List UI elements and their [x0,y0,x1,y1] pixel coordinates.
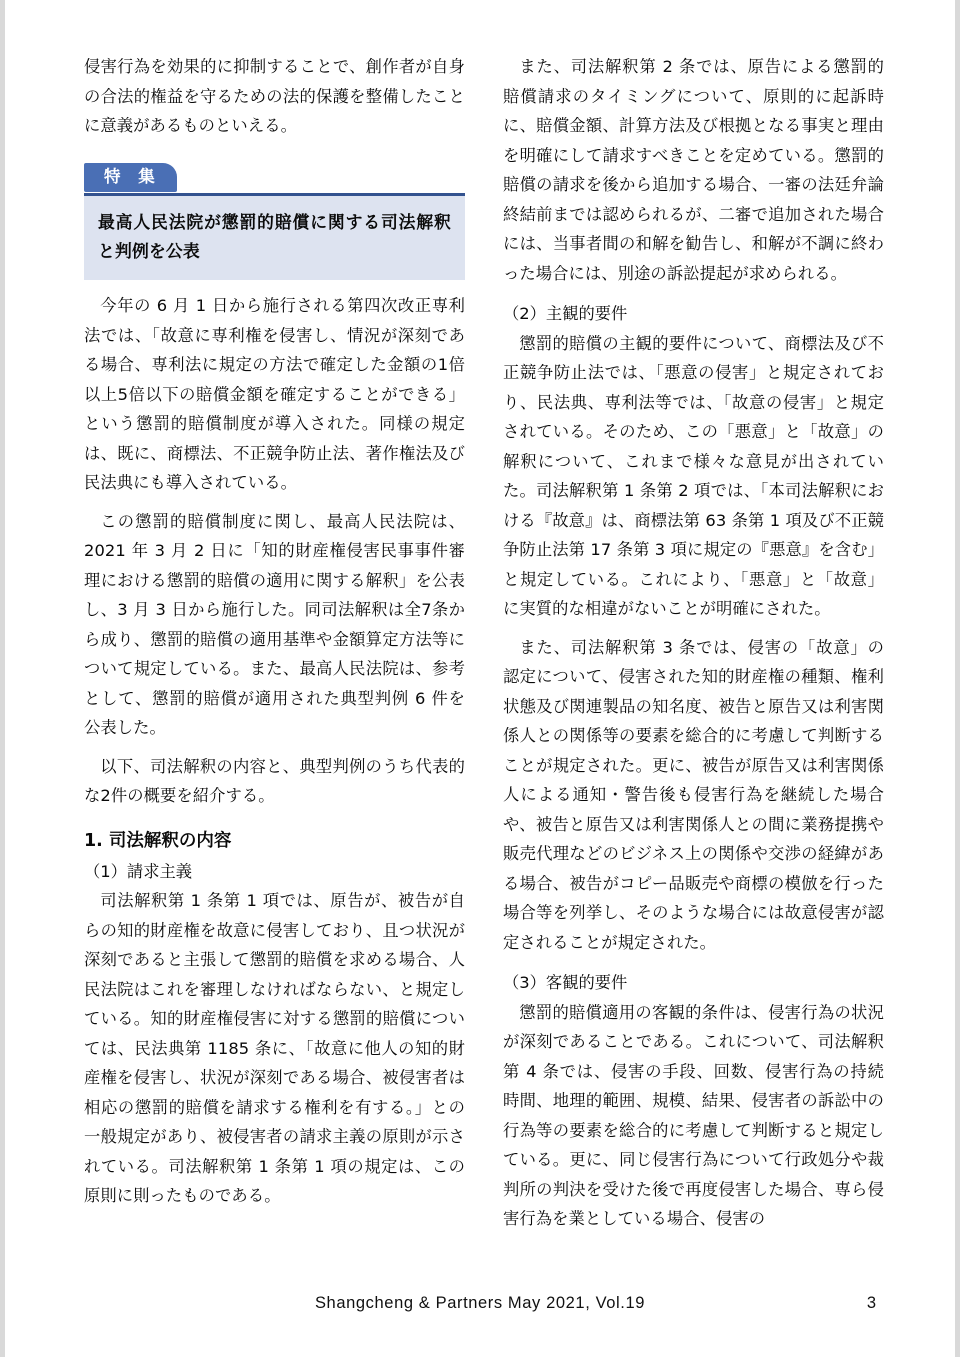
headline-box [84,196,465,280]
article-headline: 最高人民法院が懲罰的賠償に関する司法解釈と判例を公表 [98,212,451,262]
feature-divider [84,193,465,196]
right-column [503,52,884,1252]
body-paragraph: この懲罰的賠償制度に関し、最高人民法院は、2021 年 3 月 2 日に「知的財産権侵害民事事件審理における懲罰的賠償の適用に関する解釈」を公表し、3 月 3 日から施行した。同司法解釈は全7条から成り、懲罰的賠償の適用基準や金額算定方法等について規定している。また、最高人民法院は、参考として、懲罰的賠償が適用された典型判例 6 件を公表した。 [84,511,465,738]
page-content [84,52,884,1252]
subsection-title: （3）客観的要件 [503,973,628,992]
body-paragraph: また、司法解釈第 3 条では、侵害の「故意」の認定について、侵害された知的財産権の種類、権利状態及び関連製品の知名度、被告と原告又は利害関係人との関係等の要素を総合的に考慮して判断することが規定された。更に、被告が原告又は利害関係人による通知・警告後も侵害行為を継続した場合や、被告と原告又は利害関係人との間に業務提携や販売代理などのビジネス上の関係や交渉の経緯がある場合、被告がコピー品販売や商標の模倣を行った場合等を列挙し、そのような場合には故意侵害が認定されることが規定された。 [503,637,884,952]
spacer [503,962,884,966]
feature-header [84,163,465,197]
page-edge-right [955,0,960,1357]
body-paragraph: 以下、司法解釈の内容と、典型判例のうち代表的な2件の概要を紹介する。 [84,756,465,806]
page-number: 3 [866,1294,876,1312]
subsection-title: （2）主観的要件 [503,304,628,323]
feature-badge: 特 集 [84,163,177,193]
section-title: 1. 司法解釈の内容 [84,830,232,851]
page-edge-left [0,0,5,1357]
body-paragraph: 懲罰的賠償の主観的要件について、商標法及び不正競争防止法では、「悪意の侵害」と規定されており、民法典、専利法等では、「故意の侵害」と規定されている。そのため、この「悪意」と「故意」の解釈について、これまで様々な意見が出されていた。司法解釈第 1 条第 2 項では、「本司法解釈における『故意』は、商標法第 63 条第 1 項及び不正競争防止法第 17 条第 3 項に規定の『悪意』を含む」と規定している。これにより、「悪意」と「故意」に実質的な相違がないことが明確にされた。 [503,333,884,618]
subsection-title: （1）請求主義 [84,861,193,881]
intro-paragraph: 侵害行為を効果的に抑制することで、創作者が自身の合法的権益を守るための法的保護を整備したことに意義があるものといえる。 [84,57,465,135]
left-column [84,52,465,1252]
spacer [503,293,884,297]
body-paragraph: 懲罰的賠償適用の客観的条件は、侵害行為の状況が深刻であることである。これについて、司法解釈第 4 条では、侵害の手段、回数、侵害行為の持続時間、地理的範囲、規模、結果、侵害者の訴訟中の行為等の要素を総合的に考慮して判断すると規定している。更に、同じ侵害行為について行政処分や裁判所の判決を受けた後で再度侵害した場合、専ら侵害行為を業としている場合、侵害の [503,1002,884,1228]
body-paragraph: 今年の 6 月 1 日から施行される第四次改正専利法では、「故意に専利権を侵害し、情況が深刻である場合、専利法に規定の方法で確定した金額の1倍以上5倍以下の賠償金額を確定することができる」という懲罰的賠償制度が導入された。同様の規定は、既に、商標法、不正競争防止法、著作権法及び民法典にも導入されている。 [84,296,465,493]
page-footer [0,1293,960,1313]
spacer [84,280,465,291]
footer-text: Shangcheng & Partners May 2021, Vol.19 [314,1294,646,1312]
body-paragraph: また、司法解釈第 2 条では、原告による懲罰的賠償請求のタイミングについて、原則的に起訴時に、賠償金額、計算方法及び根拠となる事実と理由を明確にして請求すべきことを定めている。懲罰的賠償の請求を後から追加する場合、一審の法廷弁論終結前までは認められるが、二審で追加された場合には、当事者間の和解を勧告し、和解が不調に終わった場合には、別途の訴訟提起が求められる。 [503,57,884,283]
body-paragraph: 司法解釈第 1 条第 1 項では、原告が、被告が自らの知的財産権を故意に侵害しており、且つ状況が深刻であると主張して懲罰的賠償を求める場合、人民法院はこれを審理しなければならない、と規定している。知的財産権侵害に対する懲罰的賠償については、民法典第 1185 条に、「故意に他人の知的財産権を侵害し、状況が深刻である場合、被侵害者は相応の懲罰的賠償を請求する権利を有する。」との一般規定があり、被侵害者の請求主義の原則が示されている。司法解釈第 1 条第 1 項の規定は、この原則に則ったものである。 [84,891,465,1206]
